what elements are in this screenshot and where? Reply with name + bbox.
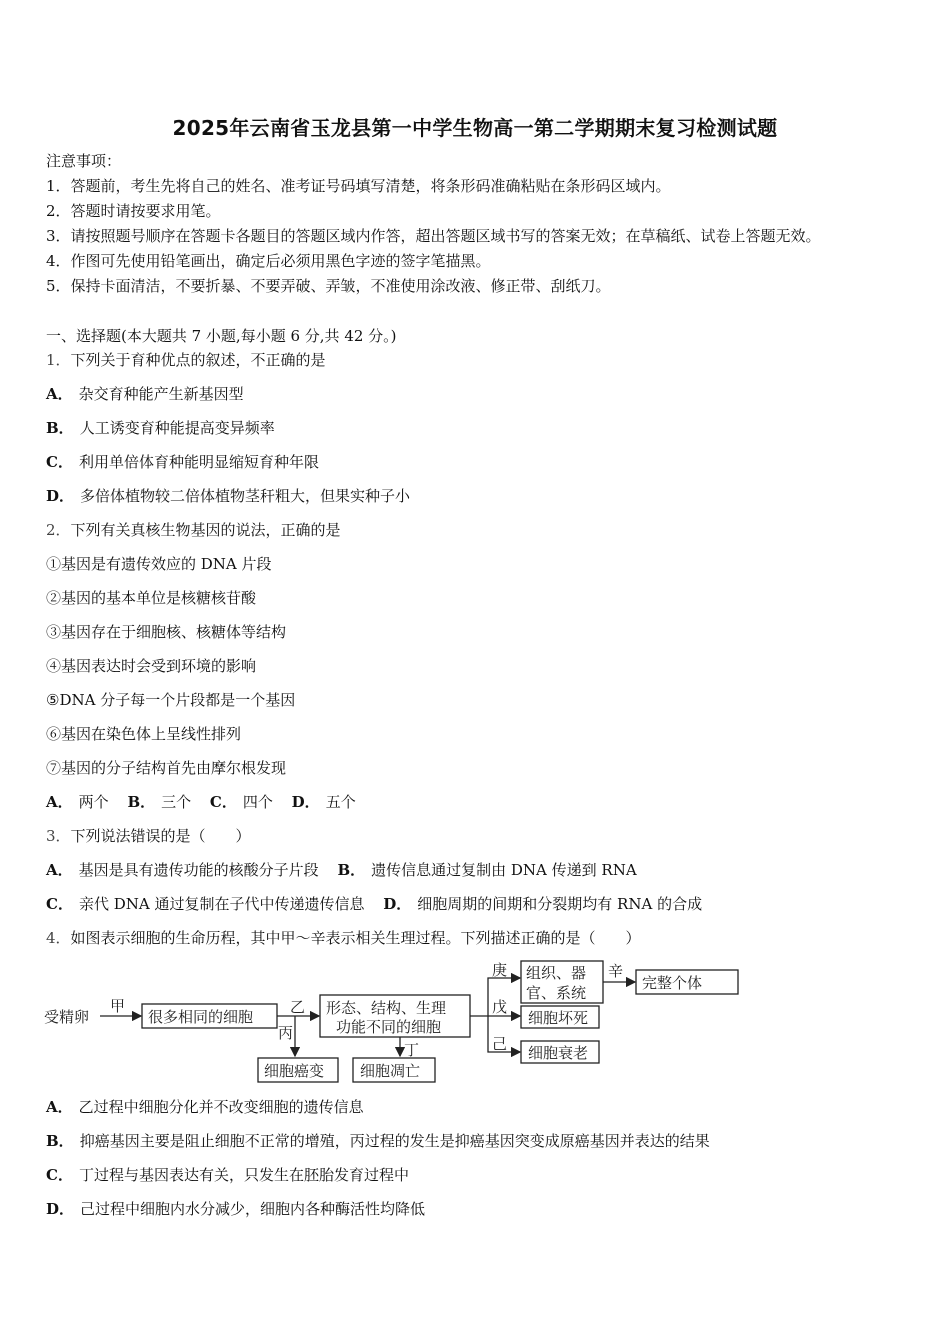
q4-option-a: A． 乙过程中细胞分化并不改变细胞的遗传信息	[46, 1098, 364, 1116]
question-number: 1．	[46, 351, 71, 369]
cell-life-history-diagram	[40, 956, 760, 1086]
q3-options-ab: A． 基因是具有遗传功能的核酸分子片段 B． 遗传信息通过复制由 DNA 传递到 RNA	[46, 861, 637, 879]
question-stem: 如图表示细胞的生命历程，其中甲～辛表示相关生理过程。下列描述正确的是（ ）	[70, 929, 641, 947]
notice-item-5: 5．保持卡面清洁，不要折暴、不要弄破、弄皱，不准使用涂改液、修正带、刮纸刀。	[46, 277, 611, 295]
label-yi: 乙	[290, 998, 306, 1016]
label-jia: 甲	[110, 997, 126, 1015]
question-stem: 下列说法错误的是（ ）	[70, 827, 251, 845]
question-stem: 下列有关真核生物基因的说法，正确的是	[70, 521, 341, 539]
text-whole-individual: 完整个体	[642, 974, 703, 992]
q2-statement-4: ④基因表达时会受到环境的影响	[46, 657, 257, 675]
label-bing: 丙	[278, 1024, 294, 1042]
question-4	[46, 928, 641, 948]
notice-item-4: 4．作图可先使用铅笔画出，确定后必须用黑色字迹的签字笔描黑。	[46, 252, 491, 270]
q2-statement-7: ⑦基因的分子结构首先由摩尔根发现	[46, 759, 287, 777]
q1-option-b: B． 人工诱变育种能提高变异频率	[46, 419, 275, 437]
notice-heading: 注意事项：	[46, 152, 122, 170]
q3-options-cd: C． 亲代 DNA 通过复制在子代中传递遗传信息 D． 细胞周期的间期和分裂期均有 RNA 的合成	[46, 895, 703, 913]
q2-statement-6: ⑥基因在染色体上呈线性排列	[46, 725, 242, 743]
q2-statement-5: ⑤DNA 分子每一个片段都是一个基因	[46, 691, 296, 709]
notice-item-3: 3．请按照题号顺序在答题卡各题目的答题区域内作答，超出答题区域书写的答案无效；在草稿纸、试卷上答题无效。	[46, 227, 821, 245]
label-xin: 辛	[608, 962, 624, 980]
notice-item-2: 2．答题时请按要求用笔。	[46, 202, 221, 220]
notice-item-1: 1．答题前，考生先将自己的姓名、准考证号码填写清楚，将条形码准确粘贴在条形码区域内。	[46, 177, 671, 195]
label-wu: 戊	[492, 998, 508, 1016]
q4-option-d: D． 己过程中细胞内水分减少，细胞内各种酶活性均降低	[46, 1200, 426, 1218]
q2-options: A． 两个 B． 三个 C． 四个 D． 五个	[46, 793, 356, 811]
question-1	[46, 350, 326, 370]
text-tissues-1: 组织、器	[526, 964, 587, 982]
section-heading: 一、选择题(本大题共 7 小题,每小题 6 分,共 42 分。)	[46, 327, 397, 345]
text-many-same-cells: 很多相同的细胞	[148, 1008, 254, 1026]
question-2	[46, 520, 341, 540]
q1-option-c: C． 利用单倍体育种能明显缩短育种年限	[46, 453, 319, 471]
text-differentiated-2: 功能不同的细胞	[336, 1018, 442, 1036]
text-aging: 细胞衰老	[528, 1044, 589, 1062]
question-3	[46, 826, 251, 846]
text-necrosis: 细胞坏死	[528, 1009, 589, 1027]
text-tissues-2: 官、系统	[526, 984, 587, 1002]
page-title: 2025年云南省玉龙县第一中学生物高一第二学期期末复习检测试题	[172, 116, 778, 140]
q2-statement-1: ①基因是有遗传效应的 DNA 片段	[46, 555, 272, 573]
q4-option-c: C． 丁过程与基因表达有关，只发生在胚胎发育过程中	[46, 1166, 409, 1184]
text-differentiated-1: 形态、结构、生理	[326, 999, 447, 1017]
label-geng: 庚	[492, 961, 508, 979]
text-cancer: 细胞癌变	[264, 1062, 325, 1080]
q4-option-b: B． 抑癌基因主要是阻止细胞不正常的增殖，丙过程的发生是抑癌基因突变成原癌基因并表达的结果	[46, 1132, 710, 1150]
label-ding: 丁	[404, 1041, 420, 1059]
question-number: 3．	[46, 827, 71, 845]
q2-statement-2: ②基因的基本单位是核糖核苷酸	[46, 589, 257, 607]
q2-statement-3: ③基因存在于细胞核、核糖体等结构	[46, 623, 287, 641]
text-apoptosis: 细胞凋亡	[360, 1062, 421, 1080]
label-fertilized-egg: 受精卵	[44, 1008, 90, 1026]
label-ji: 己	[492, 1035, 508, 1053]
question-stem: 下列关于育种优点的叙述，不正确的是	[70, 351, 326, 369]
q1-option-a: A． 杂交育种能产生新基因型	[46, 385, 244, 403]
question-number: 4．	[46, 929, 71, 947]
q1-option-d: D． 多倍体植物较二倍体植物茎秆粗大，但果实种子小	[46, 487, 411, 505]
question-number: 2．	[46, 521, 71, 539]
